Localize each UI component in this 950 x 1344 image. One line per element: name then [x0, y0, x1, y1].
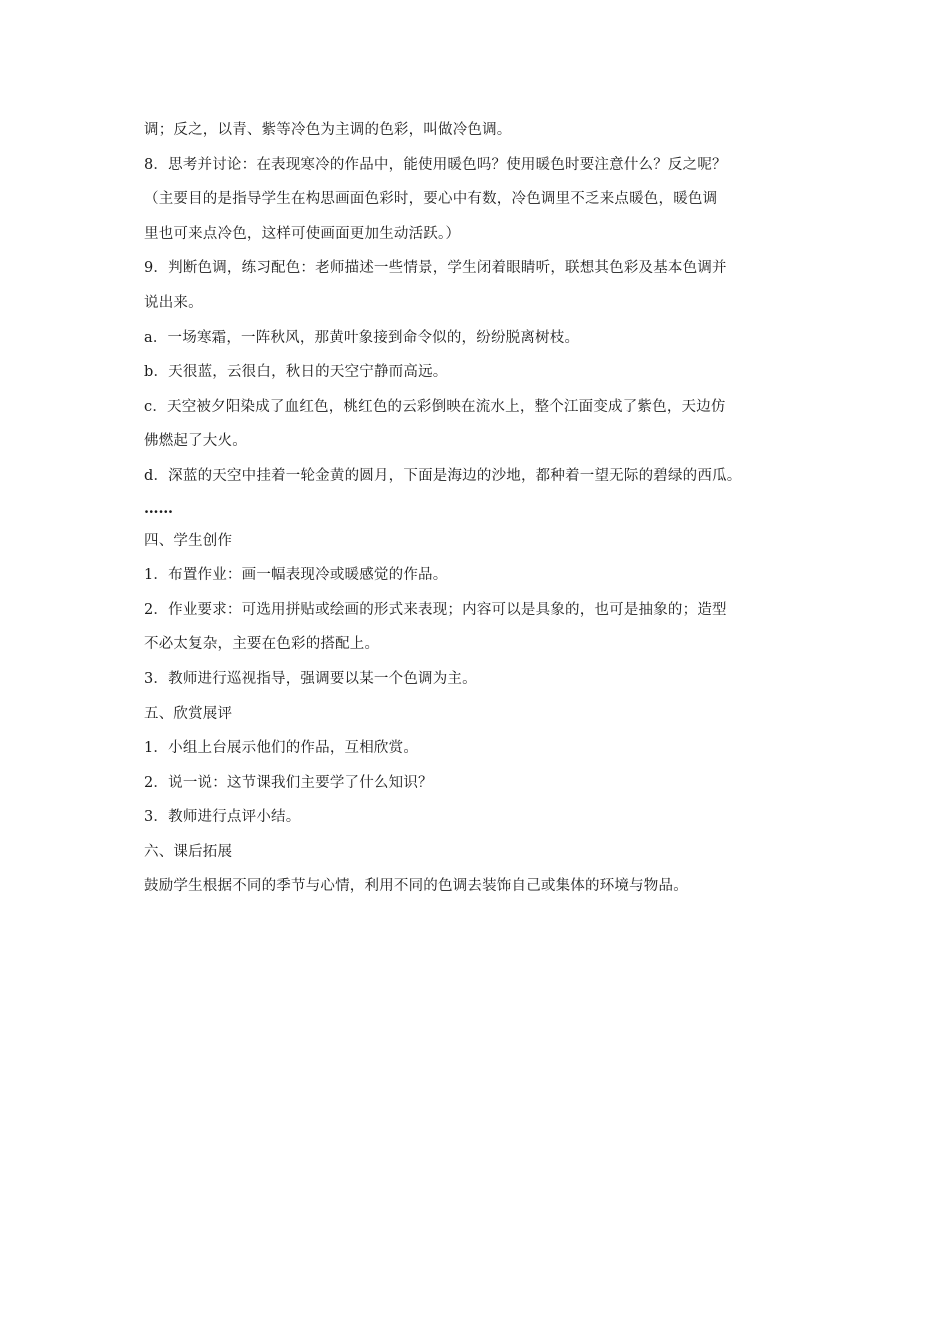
paragraph-line: 鼓励学生根据不同的季节与心情，利用不同的色调去装饰自己或集体的环境与物品。: [144, 878, 688, 895]
section-heading: 六、课后拓展: [144, 843, 233, 860]
paragraph-line: 1．布置作业：画一幅表现冷或暖感觉的作品。: [144, 567, 448, 584]
section-heading: 四、学生创作: [144, 532, 233, 549]
document-body: [144, 113, 824, 904]
paragraph-line: 里也可来点冷色，这样可使画面更加生动活跃。）: [144, 225, 461, 242]
section-heading: 五、欣赏展评: [144, 705, 233, 722]
paragraph-line: 3．教师进行点评小结。: [144, 809, 301, 826]
ellipsis: ……: [144, 499, 173, 517]
paragraph-line: 佛燃起了大火。: [144, 433, 247, 450]
paragraph-line: 2．作业要求：可选用拼贴或绘画的形式来表现；内容可以是具象的，也可是抽象的；造型: [144, 601, 727, 618]
list-item-c: c．天空被夕阳染成了血红色，桃红色的云彩倒映在流水上，整个江面变成了紫色，天边仿: [144, 398, 726, 415]
list-item-a: a．一场寒霜，一阵秋风，那黄叶象接到命令似的，纷纷脱离树枝。: [144, 329, 580, 346]
paragraph-line: 9．判断色调，练习配色：老师描述一些情景，学生闭着眼睛听，联想其色彩及基本色调并: [144, 260, 727, 277]
paragraph-line: 说出来。: [144, 294, 203, 311]
paragraph-line: 1．小组上台展示他们的作品，互相欣赏。: [144, 740, 419, 757]
paragraph-line: （主要目的是指导学生在构思画面色彩时，要心中有数，冷色调里不乏来点暖色，暖色调: [144, 191, 718, 208]
list-item-d: d．深蓝的天空中挂着一轮金黄的圆月，下面是海边的沙地，都种着一望无际的碧绿的西瓜。: [144, 467, 742, 484]
paragraph-line: 8．思考并讨论：在表现寒冷的作品中，能使用暖色吗？使用暖色时要注意什么？反之呢？: [144, 156, 727, 173]
list-item-b: b．天很蓝，云很白，秋日的天空宁静而高远。: [144, 364, 448, 381]
paragraph-line: 3．教师进行巡视指导，强调要以某一个色调为主。: [144, 670, 477, 687]
paragraph-line: 调；反之，以青、紫等冷色为主调的色彩，叫做冷色调。: [144, 122, 512, 138]
paragraph-line: 不必太复杂，主要在色彩的搭配上。: [144, 636, 380, 653]
paragraph-line: 2．说一说：这节课我们主要学了什么知识？: [144, 774, 433, 791]
